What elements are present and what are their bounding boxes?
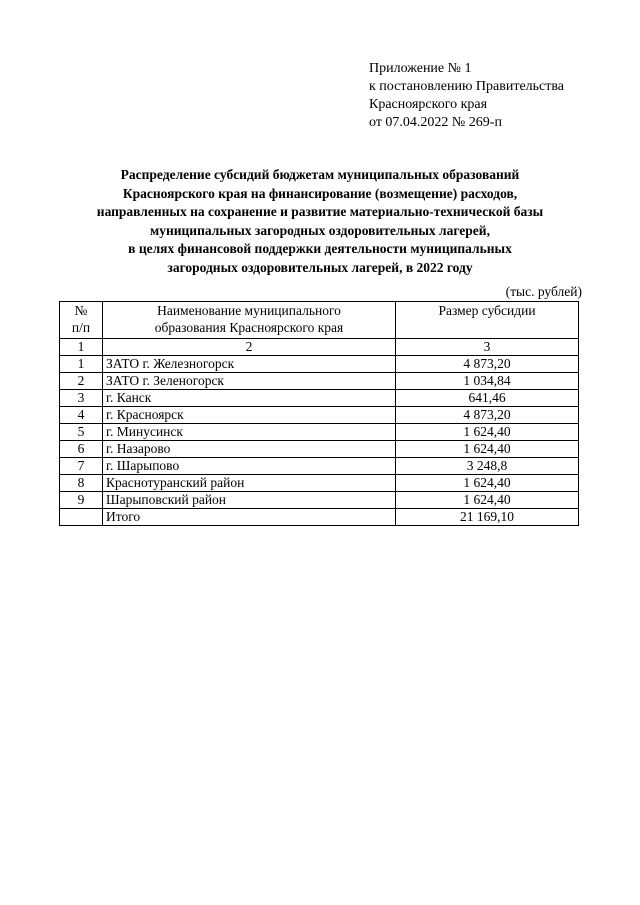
row-number: 8 (60, 475, 103, 492)
row-name: г. Красноярск (103, 407, 396, 424)
header-name (103, 302, 396, 339)
row-number: 4 (60, 407, 103, 424)
total-amount: 21 169,10 (396, 509, 579, 526)
row-amount: 3 248,8 (396, 458, 579, 475)
table-row (60, 373, 579, 390)
document-title (60, 166, 580, 278)
header-name-line2: образования Красноярского края (154, 320, 344, 335)
row-name: г. Шарыпово (103, 458, 396, 475)
colnum-cell: 3 (396, 339, 579, 356)
table-row (60, 458, 579, 475)
row-number: 3 (60, 390, 103, 407)
title-line: муниципальных загородных оздоровительных лагерей, (150, 222, 490, 238)
row-number: 1 (60, 356, 103, 373)
total-number-empty (60, 509, 103, 526)
row-name: ЗАТО г. Железногорск (103, 356, 396, 373)
header-amount: Размер субсидии (396, 302, 579, 339)
title-line: в целях финансовой поддержки деятельности муниципальных (128, 241, 512, 257)
row-amount: 1 034,84 (396, 373, 579, 390)
row-number: 5 (60, 424, 103, 441)
table-header-row (60, 302, 579, 339)
appendix-region: Красноярского края (369, 97, 488, 112)
title-line: направленных на сохранение и развитие материально-технической базы (96, 204, 544, 220)
title-line: Красноярского края на финансирование (возмещение) расходов, (122, 185, 518, 201)
row-amount: 641,46 (396, 390, 579, 407)
table-row (60, 475, 579, 492)
row-number: 6 (60, 441, 103, 458)
row-name: г. Минусинск (103, 424, 396, 441)
row-amount: 1 624,40 (396, 492, 579, 509)
row-amount: 1 624,40 (396, 441, 579, 458)
header-name-line1: Наименование муниципального (157, 303, 341, 318)
table-row (60, 424, 579, 441)
row-number: 9 (60, 492, 103, 509)
appendix-reference: к постановлению Правительства (369, 79, 565, 94)
table-row (60, 356, 579, 373)
table-row (60, 441, 579, 458)
appendix-date: от 07.04.2022 № 269-п (369, 115, 502, 130)
row-name: г. Назарово (103, 441, 396, 458)
row-number: 7 (60, 458, 103, 475)
row-amount: 4 873,20 (396, 407, 579, 424)
appendix-header (369, 60, 564, 132)
colnum-cell: 1 (60, 339, 103, 356)
table-row (60, 492, 579, 509)
row-amount: 1 624,40 (396, 475, 579, 492)
row-amount: 1 624,40 (396, 424, 579, 441)
header-number-line1: № (74, 303, 88, 318)
total-label: Итого (103, 509, 396, 526)
subsidy-table (59, 301, 579, 526)
row-name: Шарыповский район (103, 492, 396, 509)
table-row (60, 407, 579, 424)
header-number-line2: п/п (71, 320, 91, 335)
row-number: 2 (60, 373, 103, 390)
units-label: (тыс. рублей) (505, 284, 582, 299)
table-row (60, 390, 579, 407)
row-name: г. Канск (103, 390, 396, 407)
column-number-row (60, 339, 579, 356)
row-amount: 4 873,20 (396, 356, 579, 373)
appendix-number: Приложение № 1 (369, 61, 472, 76)
row-name: ЗАТО г. Зеленогорск (103, 373, 396, 390)
title-line: загородных оздоровительных лагерей, в 2022 году (167, 259, 473, 275)
header-number (60, 302, 103, 339)
title-line: Распределение субсидий бюджетам муниципальных образований (120, 167, 520, 182)
colnum-cell: 2 (103, 339, 396, 356)
row-name: Краснотуранский район (103, 475, 396, 492)
total-row (60, 509, 579, 526)
